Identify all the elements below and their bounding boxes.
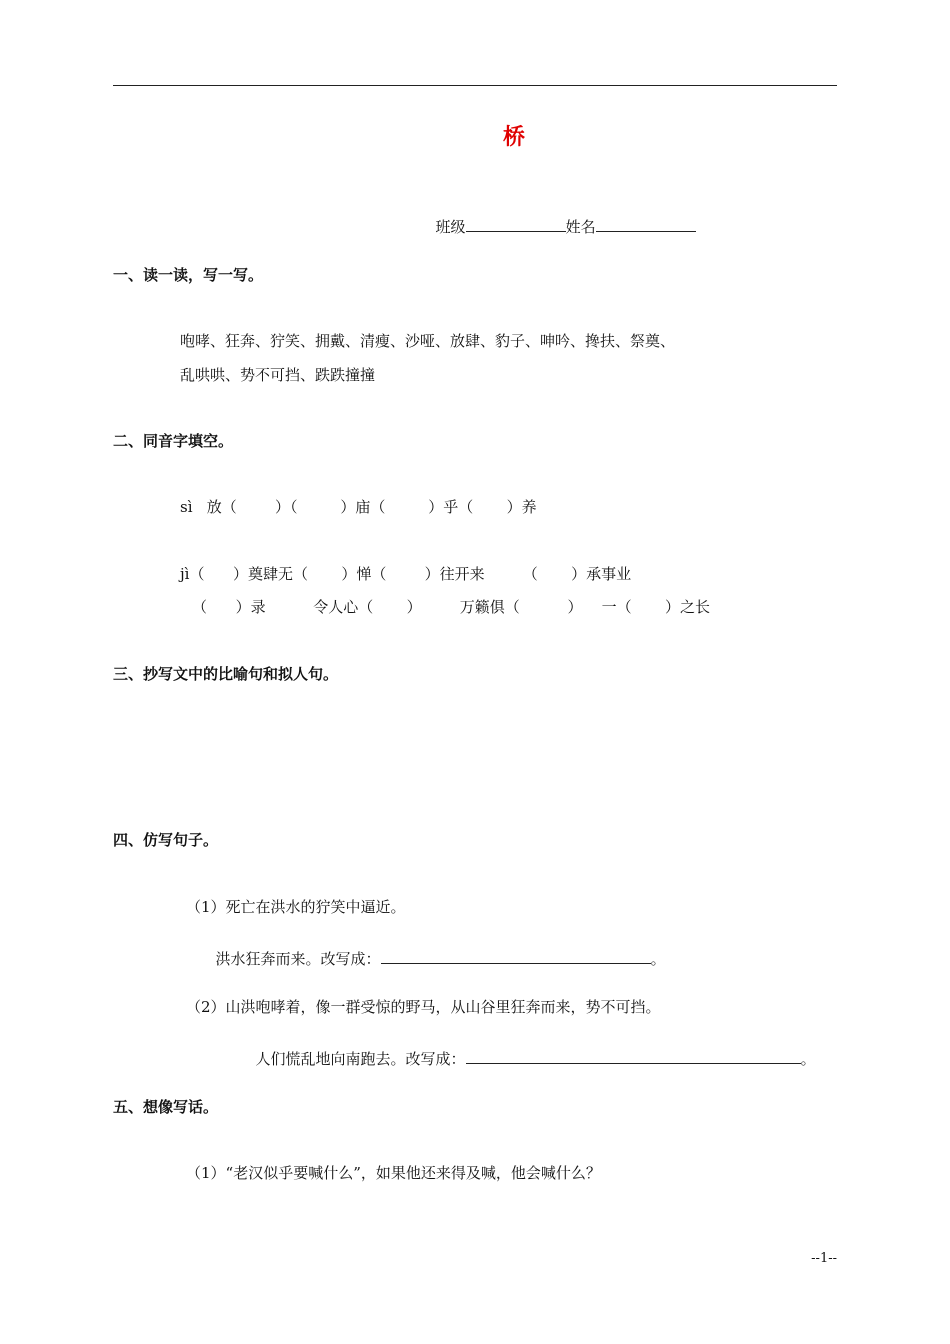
name-blank[interactable] — [596, 217, 696, 232]
section-5-heading: 五、想像写话。 — [113, 1098, 219, 1116]
imagine-q1: （1）“老汉似乎要喊什么”，如果他还来得及喊，他会喊什么？ — [186, 1164, 601, 1182]
homophone-ji-line-2: （ ）录 令人心（ ） 万籁俱（ ） 一（ ）之长 — [192, 598, 710, 616]
section-3-heading: 三、抄写文中的比喻句和拟人句。 — [113, 665, 339, 683]
section-2-heading: 二、同音字填空。 — [113, 432, 234, 450]
page-number: --1-- — [811, 1251, 837, 1266]
imitate-q2-example: （2）山洪咆哮着，像一群受惊的野马，从山谷里狂奔而来，势不可挡。 — [186, 998, 661, 1016]
student-info-row — [426, 202, 696, 235]
imitate-q1-answer-row — [206, 934, 666, 967]
imitate-q2-answer-blank[interactable] — [466, 1049, 801, 1064]
imitate-q1-answer-blank[interactable] — [381, 949, 651, 964]
imitate-q1-prompt: 洪水狂奔而来。改写成： — [215, 950, 381, 968]
vocab-line-2: 乱哄哄、势不可挡、跌跌撞撞 — [180, 366, 376, 384]
imitate-q2-prompt: 人们慌乱地向南跑去。改写成： — [255, 1050, 466, 1068]
section-4-heading: 四、仿写句子。 — [113, 831, 219, 849]
section-1-heading: 一、读一读，写一写。 — [113, 266, 264, 284]
header-rule — [113, 85, 837, 86]
vocab-line-1: 咆哮、狂奔、狞笑、拥戴、清瘦、沙哑、放肆、豹子、呻吟、搀扶、祭奠、 — [180, 332, 676, 350]
imitate-q1-example: （1）死亡在洪水的狞笑中逼近。 — [186, 898, 406, 916]
name-label: 姓名 — [565, 218, 596, 236]
homophone-si-line: sì 放（ ）（ ）庙（ ）乎（ ）养 — [180, 498, 537, 516]
page-title: 桥 — [502, 124, 525, 150]
class-label: 班级 — [435, 218, 466, 236]
imitate-q2-answer-row — [246, 1034, 816, 1067]
imitate-q1-period: 。 — [650, 950, 666, 968]
imitate-q2-period: 。 — [800, 1050, 816, 1068]
class-blank[interactable] — [466, 217, 566, 232]
homophone-ji-line-1: jì（ ）奠肆无（ ）惮（ ）往开来 （ ）承事业 — [180, 565, 632, 583]
